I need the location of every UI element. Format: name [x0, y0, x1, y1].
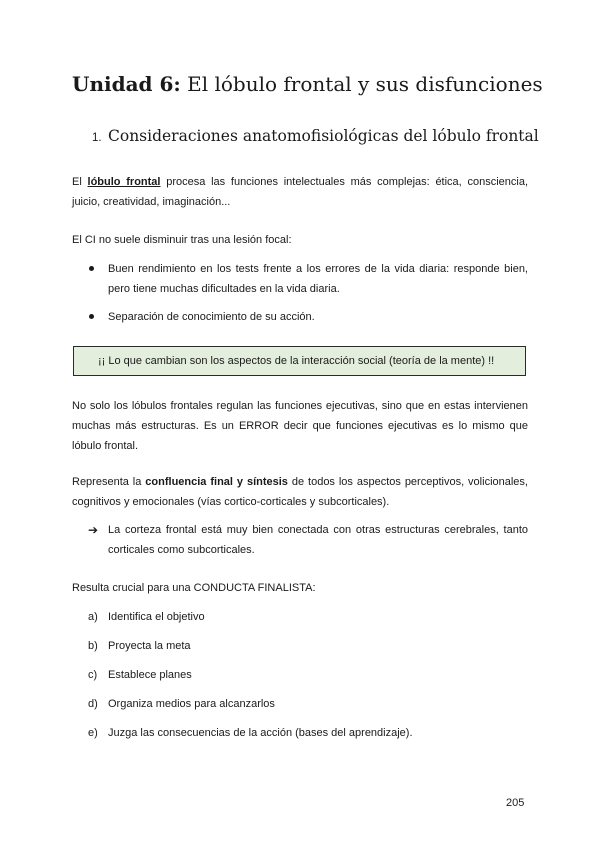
list-marker: a)	[88, 611, 98, 623]
bullet-icon	[89, 314, 94, 319]
list-item-text: Establece planes	[108, 669, 192, 681]
unit-heading	[72, 72, 543, 96]
list-item	[88, 694, 528, 714]
list-item-text: Identifica el objetivo	[108, 611, 205, 623]
paragraph-conducta: Resulta crucial para una CONDUCTA FINALISTA:	[72, 582, 316, 594]
paragraph-intro-pre: El	[72, 176, 88, 188]
list-item	[88, 607, 528, 627]
unit-heading-title: El lóbulo frontal y sus disfunciones	[180, 72, 543, 96]
unit-heading-label: Unidad 6:	[72, 72, 181, 96]
list-marker: e)	[88, 727, 98, 739]
list-marker: b)	[88, 640, 98, 652]
paragraph-funciones-ejecutivas: No solo los lóbulos frontales regulan las funciones ejecutivas, sino que en estas intervienen muchas más estructuras. Es un ERROR decir que funciones ejecutivas es lo mismo que lóbulo frontal.	[72, 400, 528, 452]
term-lobulo-frontal: lóbulo frontal	[87, 176, 161, 188]
list-item-text: Organiza medios para alcanzarlos	[108, 698, 275, 710]
paragraph-intro	[72, 172, 528, 212]
list-item-text: Proyecta la meta	[108, 640, 191, 652]
list-item	[88, 636, 528, 656]
list-item-text: Juzga las consecuencias de la acción (bases del aprendizaje).	[108, 727, 413, 739]
bullet-item: Buen rendimiento en los tests frente a los errores de la vida diaria: responde bien, pero tiene muchas dificultades en la vida diaria.	[108, 263, 528, 295]
list-item	[88, 723, 528, 743]
list-item	[88, 665, 528, 685]
paragraph-intro-post: procesa las funciones intelectuales más complejas: ética, consciencia, juicio, creatividad, imaginación...	[72, 176, 528, 208]
list-marker: c)	[88, 669, 98, 681]
list-marker: d)	[88, 698, 98, 710]
arrow-item: La corteza frontal está muy bien conectada con otras estructuras cerebrales, tanto corticales como subcorticales.	[108, 524, 528, 556]
paragraph-confluencia-post: de todos los aspectos perceptivos, volicionales, cognitivos y emocionales (vías cortico-corticales y subcorticales).	[72, 476, 528, 508]
callout-box: ¡¡ Lo que cambian son los aspectos de la interacción social (teoría de la mente) !!	[73, 346, 526, 376]
section-title: Consideraciones anatomofisiológicas del lóbulo frontal	[108, 127, 539, 145]
paragraph-ci: El CI no suele disminuir tras una lesión focal:	[72, 234, 292, 246]
bullet-icon	[89, 266, 94, 271]
page-number: 205	[506, 797, 525, 809]
section-heading	[92, 127, 539, 145]
arrow-right-icon: ➔	[88, 523, 99, 537]
section-number: 1.	[92, 132, 102, 144]
bullet-item: Separación de conocimiento de su acción.	[108, 311, 315, 323]
paragraph-confluencia-pre: Representa la	[72, 476, 146, 488]
paragraph-confluencia	[72, 472, 528, 512]
term-confluencia: confluencia final y síntesis	[145, 476, 288, 488]
